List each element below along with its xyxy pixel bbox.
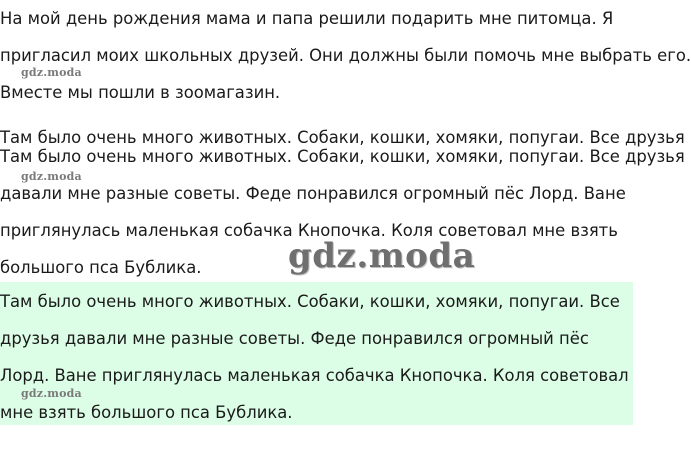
paragraph-2-line: давали мне разные советы. Феде понравился огромный пёс Лорд. Ване — [0, 184, 626, 203]
paragraph-2-line: приглянулась маленькая собачка Кнопочка. Коля советовал мне взять — [0, 221, 618, 240]
watermark-large: gdz.moda — [288, 236, 476, 276]
watermark-small: gdz.moda — [21, 387, 82, 400]
paragraph-2-clipped-line: Там было очень много животных. Собаки, кошки, хомяки, попугаи. Все друзья — [0, 128, 685, 147]
paragraph-1 — [0, 0, 691, 111]
paragraph-1-line: пригласил моих школьных друзей. Они должны были помочь мне выбрать его. — [0, 46, 691, 65]
paragraph-2-clipped — [0, 116, 685, 147]
paragraph-2-line: большого пса Бублика. — [0, 258, 202, 277]
paragraph-3-line: Там было очень много животных. Собаки, кошки, хомяки, попугаи. Все — [0, 292, 620, 311]
paragraph-2-line: Там было очень много животных. Собаки, кошки, хомяки, попугаи. Все друзья — [0, 147, 685, 166]
paragraph-3-line: друзья давали мне разные советы. Феде понравился огромный пёс — [0, 329, 589, 348]
paragraph-3-highlighted — [0, 283, 629, 431]
paragraph-1-line: Вместе мы пошли в зоомагазин. — [0, 83, 281, 102]
paragraph-3-line: мне взять большого пса Бублика. — [0, 403, 293, 422]
watermark-small: gdz.moda — [21, 170, 82, 183]
paragraph-1-line: На мой день рождения мама и папа решили подарить мне питомца. Я — [0, 9, 614, 28]
paragraph-3-line: Лорд. Ване приглянулась маленькая собачка Кнопочка. Коля советовал — [0, 366, 629, 385]
watermark-small: gdz.moda — [21, 66, 82, 79]
